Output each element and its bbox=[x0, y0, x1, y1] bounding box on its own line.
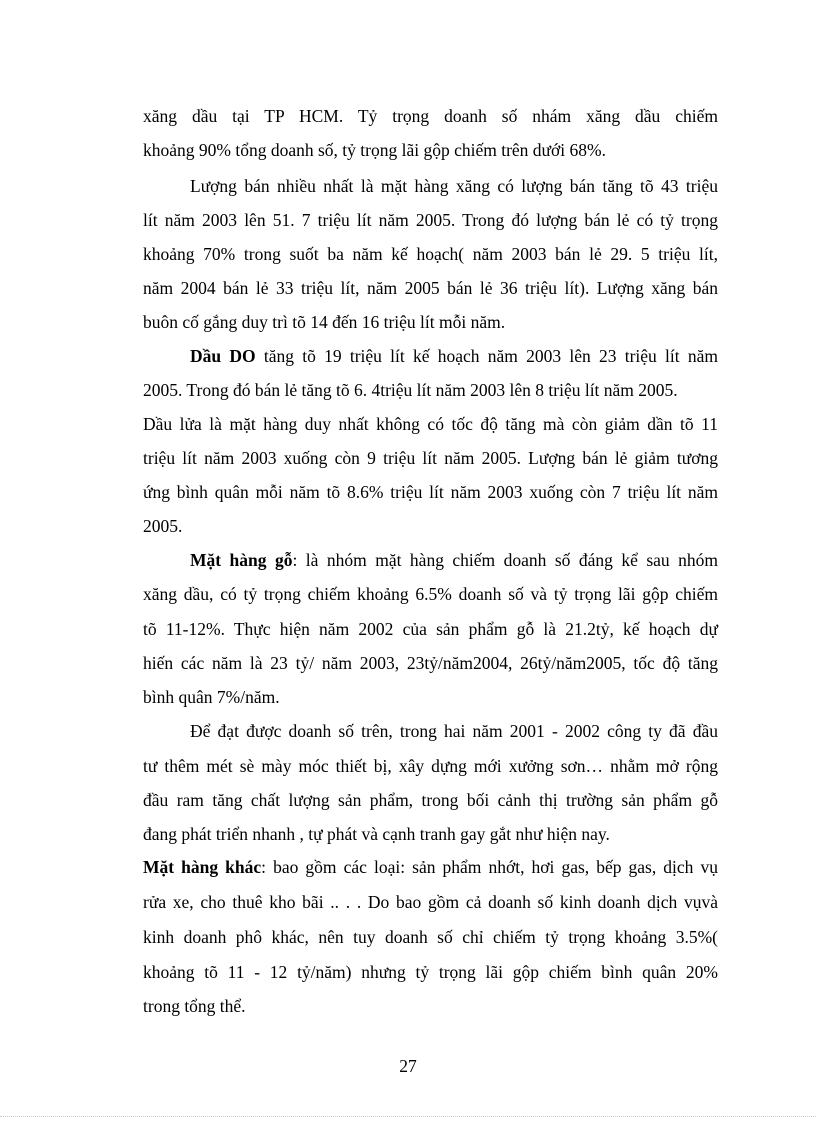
paragraph-line: 2005. bbox=[143, 516, 183, 536]
bold-heading: Mặt hàng gỗ bbox=[190, 550, 293, 570]
paragraph-line: hiến các năm là 23 tỷ/ năm 2003, 23tỷ/năm2004, 26tỷ/năm2005, tốc độ tăng bbox=[143, 653, 718, 673]
paragraph-line: 2005. Trong đó bán lẻ tăng tõ 6. 4triệu lít năm 2003 lên 8 triệu lít năm 2005. bbox=[143, 380, 678, 400]
paragraph-line: đang phát triển nhanh , tự phát và cạnh tranh gay gắt như hiện nay. bbox=[143, 824, 610, 844]
bold-heading: Mặt hàng khác bbox=[143, 857, 262, 877]
bold-heading: Dầu DO bbox=[190, 346, 256, 366]
paragraph-line: Mặt hàng khác: bao gồm các loại: sản phẩm nhớt, hơi gas, bếp gas, dịch vụ bbox=[143, 857, 718, 877]
paragraph-line: Dầu DO tăng tõ 19 triệu lít kế hoạch năm 2003 lên 23 triệu lít năm bbox=[190, 346, 719, 366]
paragraph-line: đầu ram tăng chất lượng sản phẩm, trong bối cảnh thị trường sản phẩm gỗ bbox=[143, 790, 718, 810]
paragraph-line: xăng dầu, có tỷ trọng chiếm khoảng 6.5% doanh số và tỷ trọng lãi gộp chiếm bbox=[143, 584, 718, 604]
paragraph-line: Mặt hàng gỗ: là nhóm mặt hàng chiếm doanh số đáng kể sau nhóm bbox=[190, 550, 718, 570]
paragraph-line: Để đạt được doanh số trên, trong hai năm 2001 - 2002 công ty đã đầu bbox=[190, 721, 718, 741]
paragraph-line: lít năm 2003 lên 51. 7 triệu lít năm 2005. Trong đó lượng bán lẻ có tỷ trọng bbox=[143, 210, 718, 230]
paragraph-line: Dầu lửa là mặt hàng duy nhất không có tốc độ tăng mà còn giảm dần tõ 11 bbox=[143, 414, 718, 434]
paragraph-line: Lượng bán nhiều nhất là mặt hàng xăng có lượng bán tăng tõ 43 triệu bbox=[190, 176, 718, 196]
paragraph-line: kinh doanh phô khác, nên tuy doanh số chỉ chiếm tỷ trọng khoảng 3.5%( bbox=[143, 927, 718, 947]
paragraph-line: rửa xe, cho thuê kho bãi .. . . Do bao gồm cả doanh số kinh doanh dịch vụvà bbox=[143, 892, 718, 912]
paragraph-line: năm 2004 bán lẻ 33 triệu lít, năm 2005 bán lẻ 36 triệu lít). Lượng xăng bán bbox=[143, 278, 718, 298]
paragraph-line: xăng dầu tại TP HCM. Tỷ trọng doanh số nhám xăng dầu chiếm bbox=[143, 106, 718, 126]
paragraph-line: ứng bình quân mỗi năm tõ 8.6% triệu lít năm 2003 xuống còn 7 triệu lít năm bbox=[143, 482, 718, 502]
paragraph-line: khoảng 70% trong suốt ba năm kế hoạch( năm 2003 bán lẻ 29. 5 triệu lít, bbox=[143, 244, 718, 264]
paragraph-line: khoảng tõ 11 - 12 tỷ/năm) nhưng tỷ trọng lãi gộp chiếm bình quân 20% bbox=[143, 962, 718, 982]
paragraph-line: bình quân 7%/năm. bbox=[143, 687, 280, 707]
paragraph-line: khoảng 90% tổng doanh số, tỷ trọng lãi gộp chiếm trên dưới 68%. bbox=[143, 140, 606, 160]
page-number: 27 bbox=[399, 1056, 417, 1076]
paragraph-line: tư thêm mét sè mày móc thiết bị, xây dựng mới xưởng sơn… nhằm mở rộng bbox=[143, 756, 718, 776]
paragraph-line: trong tổng thể. bbox=[143, 996, 246, 1016]
page-bottom-divider bbox=[0, 1116, 816, 1117]
paragraph-line: triệu lít năm 2003 xuống còn 9 triệu lít năm 2005. Lượng bán lẻ giảm tương bbox=[143, 448, 718, 468]
paragraph-line: tõ 11-12%. Thực hiện năm 2002 của sản phẩm gỗ là 21.2tỷ, kế hoạch dự bbox=[143, 619, 718, 639]
paragraph-line: buôn cố gắng duy trì tõ 14 đến 16 triệu lít mỗi năm. bbox=[143, 312, 506, 332]
